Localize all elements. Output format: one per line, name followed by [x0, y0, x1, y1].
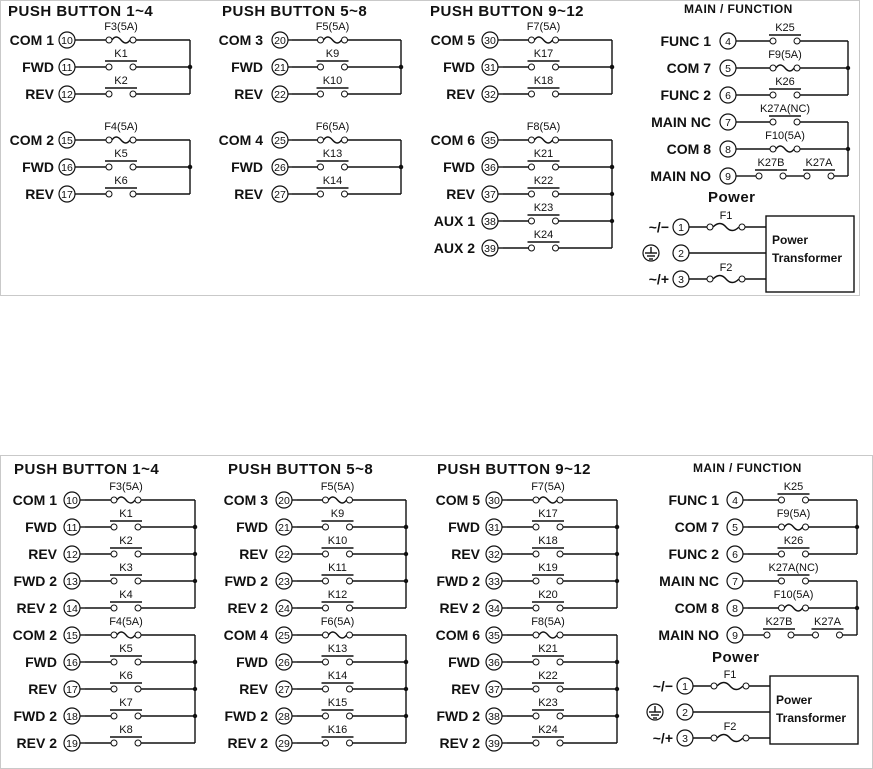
terminal-number: 2 — [682, 707, 688, 719]
terminal-label: FWD — [236, 654, 268, 670]
terminal-label: AUX 2 — [433, 240, 475, 256]
terminal-number: 26 — [274, 162, 286, 174]
terminal-label: FWD — [443, 159, 475, 175]
fuse-label: F10(5A) — [765, 130, 805, 142]
terminal-number: 6 — [732, 549, 738, 561]
power-transformer-box — [770, 676, 858, 744]
terminal-number: 1 — [682, 681, 688, 693]
relay-label: K22 — [533, 175, 554, 187]
relay-label: K15 — [327, 697, 348, 709]
relay-label: K18 — [533, 75, 554, 87]
section-title: PUSH BUTTON 5~8 — [228, 461, 374, 478]
terminal-number: 29 — [278, 738, 290, 750]
terminal-label: COM 6 — [435, 627, 480, 643]
terminal-number: 10 — [66, 495, 78, 507]
terminal-label: REV — [451, 546, 480, 562]
terminal-number: 20 — [274, 35, 286, 47]
terminal-number: 22 — [274, 89, 286, 101]
terminal-label: REV — [446, 186, 475, 202]
terminal-number: 1 — [678, 222, 684, 234]
terminal-number: 2 — [678, 248, 684, 260]
terminal-label: MAIN NO — [650, 168, 711, 184]
fuse-label: F5(5A) — [320, 481, 355, 493]
ac-symbol: ~/+ — [652, 730, 673, 746]
terminal-number: 34 — [488, 603, 500, 615]
terminal-label: FWD — [22, 59, 54, 75]
terminal-number: 25 — [278, 630, 290, 642]
relay-label: K5 — [114, 148, 128, 160]
fuse-label: F10(5A) — [773, 589, 814, 601]
terminal-label: REV — [446, 86, 475, 102]
terminal-number: 13 — [66, 576, 78, 588]
terminal-label: FWD — [236, 519, 268, 535]
terminal-number: 17 — [61, 189, 73, 201]
relay-label: K21 — [538, 643, 558, 655]
relay-label: K9 — [330, 508, 345, 520]
terminal-label: FWD — [25, 519, 57, 535]
relay-label: K26 — [775, 76, 795, 88]
fuse-label: F4(5A) — [109, 616, 143, 628]
terminal-label: REV 2 — [16, 735, 57, 751]
terminal-number: 25 — [274, 135, 286, 147]
terminal-label: REV — [234, 86, 263, 102]
terminal-number: 4 — [725, 36, 731, 48]
terminal-number: 38 — [488, 711, 500, 723]
fuse-label: F2 — [719, 262, 733, 274]
relay-label: K1 — [114, 48, 128, 60]
relay-label: K2 — [119, 535, 133, 547]
terminal-label: COM 7 — [674, 519, 719, 535]
terminal-number: 5 — [732, 522, 738, 534]
relay-label: K25 — [775, 22, 795, 34]
section-title: PUSH BUTTON 1~4 — [14, 461, 160, 478]
terminal-number: 19 — [66, 738, 78, 750]
terminal-number: 23 — [278, 576, 290, 588]
terminal-number: 31 — [484, 62, 496, 74]
relay-label: K14 — [327, 670, 348, 682]
terminal-number: 7 — [732, 576, 738, 588]
relay-label: K22 — [538, 670, 558, 682]
fuse-label: F6(5A) — [320, 616, 355, 628]
terminal-label: COM 4 — [218, 132, 263, 148]
terminal-label: COM 2 — [9, 132, 54, 148]
terminal-label: FWD 2 — [436, 573, 480, 589]
terminal-label: FWD 2 — [13, 708, 57, 724]
relay-label: K13 — [322, 148, 343, 160]
terminal-label: COM 3 — [223, 492, 268, 508]
fuse-label: F2 — [723, 721, 737, 733]
transformer-label-1: Power — [772, 233, 809, 247]
terminal-label: REV 2 — [227, 735, 268, 751]
terminal-number: 21 — [278, 522, 290, 534]
terminal-number: 37 — [484, 189, 496, 201]
section-title: PUSH BUTTON 5~8 — [222, 3, 368, 20]
terminal-number: 35 — [488, 630, 500, 642]
terminal-number: 36 — [484, 162, 496, 174]
terminal-number: 27 — [278, 684, 290, 696]
section-title: PUSH BUTTON 9~12 — [430, 3, 585, 20]
fuse-label: F3(5A) — [109, 481, 143, 493]
terminal-label: REV — [451, 681, 480, 697]
fuse-label: F6(5A) — [315, 121, 350, 133]
terminal-number: 39 — [488, 738, 500, 750]
terminal-number: 17 — [66, 684, 78, 696]
terminal-label: REV — [28, 681, 57, 697]
fuse-label: F5(5A) — [315, 21, 350, 33]
terminal-label: COM 8 — [666, 141, 711, 157]
relay-label: K3 — [119, 562, 133, 574]
terminal-number: 35 — [484, 135, 496, 147]
relay-label: K10 — [322, 75, 343, 87]
relay-label: K6 — [119, 670, 133, 682]
ground-icon — [643, 245, 659, 261]
terminal-label: FWD 2 — [224, 708, 268, 724]
terminal-number: 32 — [484, 89, 496, 101]
relay-label: K27A(NC) — [768, 562, 819, 574]
terminal-label: FWD — [448, 519, 480, 535]
terminal-label: FUNC 1 — [668, 492, 719, 508]
power-title: Power — [708, 189, 756, 206]
terminal-label: COM 8 — [674, 600, 719, 616]
terminal-label: FWD 2 — [224, 573, 268, 589]
terminal-label: COM 6 — [430, 132, 475, 148]
terminal-number: 31 — [488, 522, 500, 534]
terminal-number: 36 — [488, 657, 500, 669]
terminal-number: 38 — [484, 216, 496, 228]
terminal-label: REV 2 — [227, 600, 268, 616]
terminal-label: COM 5 — [430, 32, 475, 48]
ac-symbol: ~/− — [652, 678, 673, 694]
relay-label: K23 — [538, 697, 558, 709]
terminal-label: AUX 1 — [433, 213, 475, 229]
relay-label: K17 — [538, 508, 558, 520]
relay-label: K27B — [757, 157, 785, 169]
terminal-label: REV — [239, 681, 268, 697]
relay-label: K1 — [119, 508, 133, 520]
terminal-number: 30 — [488, 495, 500, 507]
transformer-label-1: Power — [776, 693, 813, 707]
ground-icon — [647, 704, 663, 720]
relay-label: K12 — [327, 589, 348, 601]
terminal-label: MAIN NC — [659, 573, 719, 589]
terminal-label: COM 5 — [435, 492, 480, 508]
transformer-label-2: Transformer — [772, 251, 843, 265]
transformer-label-2: Transformer — [776, 711, 847, 725]
relay-label: K21 — [533, 148, 554, 160]
relay-label: K6 — [114, 175, 128, 187]
relay-label: K27A — [814, 616, 841, 628]
section-title: MAIN / FUNCTION — [693, 461, 802, 475]
terminal-number: 3 — [678, 274, 684, 286]
relay-label: K9 — [325, 48, 340, 60]
terminal-number: 15 — [61, 135, 73, 147]
relay-label: K25 — [783, 481, 804, 493]
fuse-label: F7(5A) — [531, 481, 565, 493]
relay-label: K7 — [119, 697, 133, 709]
terminal-number: 20 — [278, 495, 290, 507]
terminal-number: 28 — [278, 711, 290, 723]
relay-label: K17 — [533, 48, 554, 60]
terminal-number: 7 — [725, 117, 731, 129]
fuse-label: F8(5A) — [531, 616, 565, 628]
terminal-number: 15 — [66, 630, 78, 642]
relay-label: K20 — [538, 589, 558, 601]
terminal-label: REV — [25, 86, 54, 102]
fuse-label: F9(5A) — [768, 49, 802, 61]
terminal-number: 37 — [488, 684, 500, 696]
relay-label: K27B — [765, 616, 793, 628]
terminal-label: FWD — [448, 654, 480, 670]
relay-label: K11 — [328, 562, 347, 574]
terminal-number: 22 — [278, 549, 290, 561]
ac-symbol: ~/+ — [648, 271, 669, 287]
terminal-number: 4 — [732, 495, 738, 507]
terminal-label: COM 3 — [218, 32, 263, 48]
terminal-label: COM 1 — [12, 492, 57, 508]
fuse-label: F1 — [719, 210, 733, 222]
terminal-label: REV — [25, 186, 54, 202]
relay-label: K4 — [119, 589, 133, 601]
terminal-number: 10 — [61, 35, 73, 47]
fuse-label: F4(5A) — [104, 121, 138, 133]
relay-label: K13 — [327, 643, 348, 655]
relay-label: K26 — [783, 535, 804, 547]
fuse-label: F9(5A) — [776, 508, 811, 520]
terminal-label: FWD — [231, 59, 263, 75]
terminal-label: FUNC 1 — [660, 33, 711, 49]
terminal-label: REV — [28, 546, 57, 562]
terminal-number: 16 — [66, 657, 78, 669]
terminal-number: 12 — [61, 89, 73, 101]
relay-label: K27A — [805, 157, 833, 169]
terminal-number: 30 — [484, 35, 496, 47]
fuse-label: F7(5A) — [526, 21, 561, 33]
terminal-number: 14 — [66, 603, 78, 615]
relay-label: K19 — [538, 562, 558, 574]
terminal-label: COM 1 — [9, 32, 54, 48]
terminal-label: FUNC 2 — [660, 87, 711, 103]
fuse-label: F1 — [723, 669, 737, 681]
terminal-number: 9 — [725, 171, 731, 183]
terminal-number: 6 — [725, 90, 731, 102]
fuse-label: F8(5A) — [526, 121, 561, 133]
relay-label: K5 — [119, 643, 133, 655]
fuse-label: F3(5A) — [104, 21, 138, 33]
terminal-label: FUNC 2 — [668, 546, 719, 562]
terminal-number: 39 — [484, 243, 496, 255]
section-title: MAIN / FUNCTION — [684, 2, 793, 16]
terminal-number: 3 — [682, 733, 688, 745]
relay-label: K10 — [327, 535, 348, 547]
relay-label: K23 — [533, 202, 554, 214]
terminal-number: 21 — [274, 62, 286, 74]
terminal-label: REV 2 — [16, 600, 57, 616]
terminal-number: 5 — [725, 63, 731, 75]
terminal-label: REV — [239, 546, 268, 562]
terminal-label: FWD — [231, 159, 263, 175]
terminal-label: FWD — [443, 59, 475, 75]
terminal-number: 26 — [278, 657, 290, 669]
terminal-label: MAIN NO — [658, 627, 719, 643]
terminal-number: 16 — [61, 162, 73, 174]
terminal-number: 27 — [274, 189, 286, 201]
terminal-label: REV 2 — [439, 600, 480, 616]
terminal-number: 12 — [66, 549, 78, 561]
relay-label: K2 — [114, 75, 128, 87]
terminal-number: 11 — [61, 62, 73, 74]
relay-label: K24 — [538, 724, 558, 736]
terminal-label: COM 4 — [223, 627, 268, 643]
power-title: Power — [712, 649, 760, 666]
terminal-number: 8 — [732, 603, 738, 615]
terminal-label: FWD — [25, 654, 57, 670]
ac-symbol: ~/− — [648, 219, 669, 235]
terminal-label: REV 2 — [439, 735, 480, 751]
terminal-label: FWD 2 — [436, 708, 480, 724]
section-title: PUSH BUTTON 1~4 — [8, 3, 154, 20]
relay-label: K27A(NC) — [759, 103, 811, 115]
terminal-number: 8 — [725, 144, 731, 156]
terminal-number: 33 — [488, 576, 500, 588]
relay-label: K18 — [538, 535, 558, 547]
terminal-number: 11 — [66, 522, 78, 534]
terminal-label: COM 2 — [12, 627, 57, 643]
terminal-label: COM 7 — [666, 60, 711, 76]
terminal-label: MAIN NC — [651, 114, 711, 130]
terminal-label: REV — [234, 186, 263, 202]
terminal-number: 9 — [732, 630, 738, 642]
section-title: PUSH BUTTON 9~12 — [437, 461, 592, 478]
terminal-label: FWD 2 — [13, 573, 57, 589]
relay-label: K14 — [322, 175, 343, 187]
relay-label: K8 — [119, 724, 133, 736]
terminal-number: 18 — [66, 711, 78, 723]
terminal-number: 32 — [488, 549, 500, 561]
terminal-label: FWD — [22, 159, 54, 175]
terminal-number: 24 — [278, 603, 290, 615]
relay-label: K16 — [327, 724, 348, 736]
relay-label: K24 — [533, 229, 554, 241]
